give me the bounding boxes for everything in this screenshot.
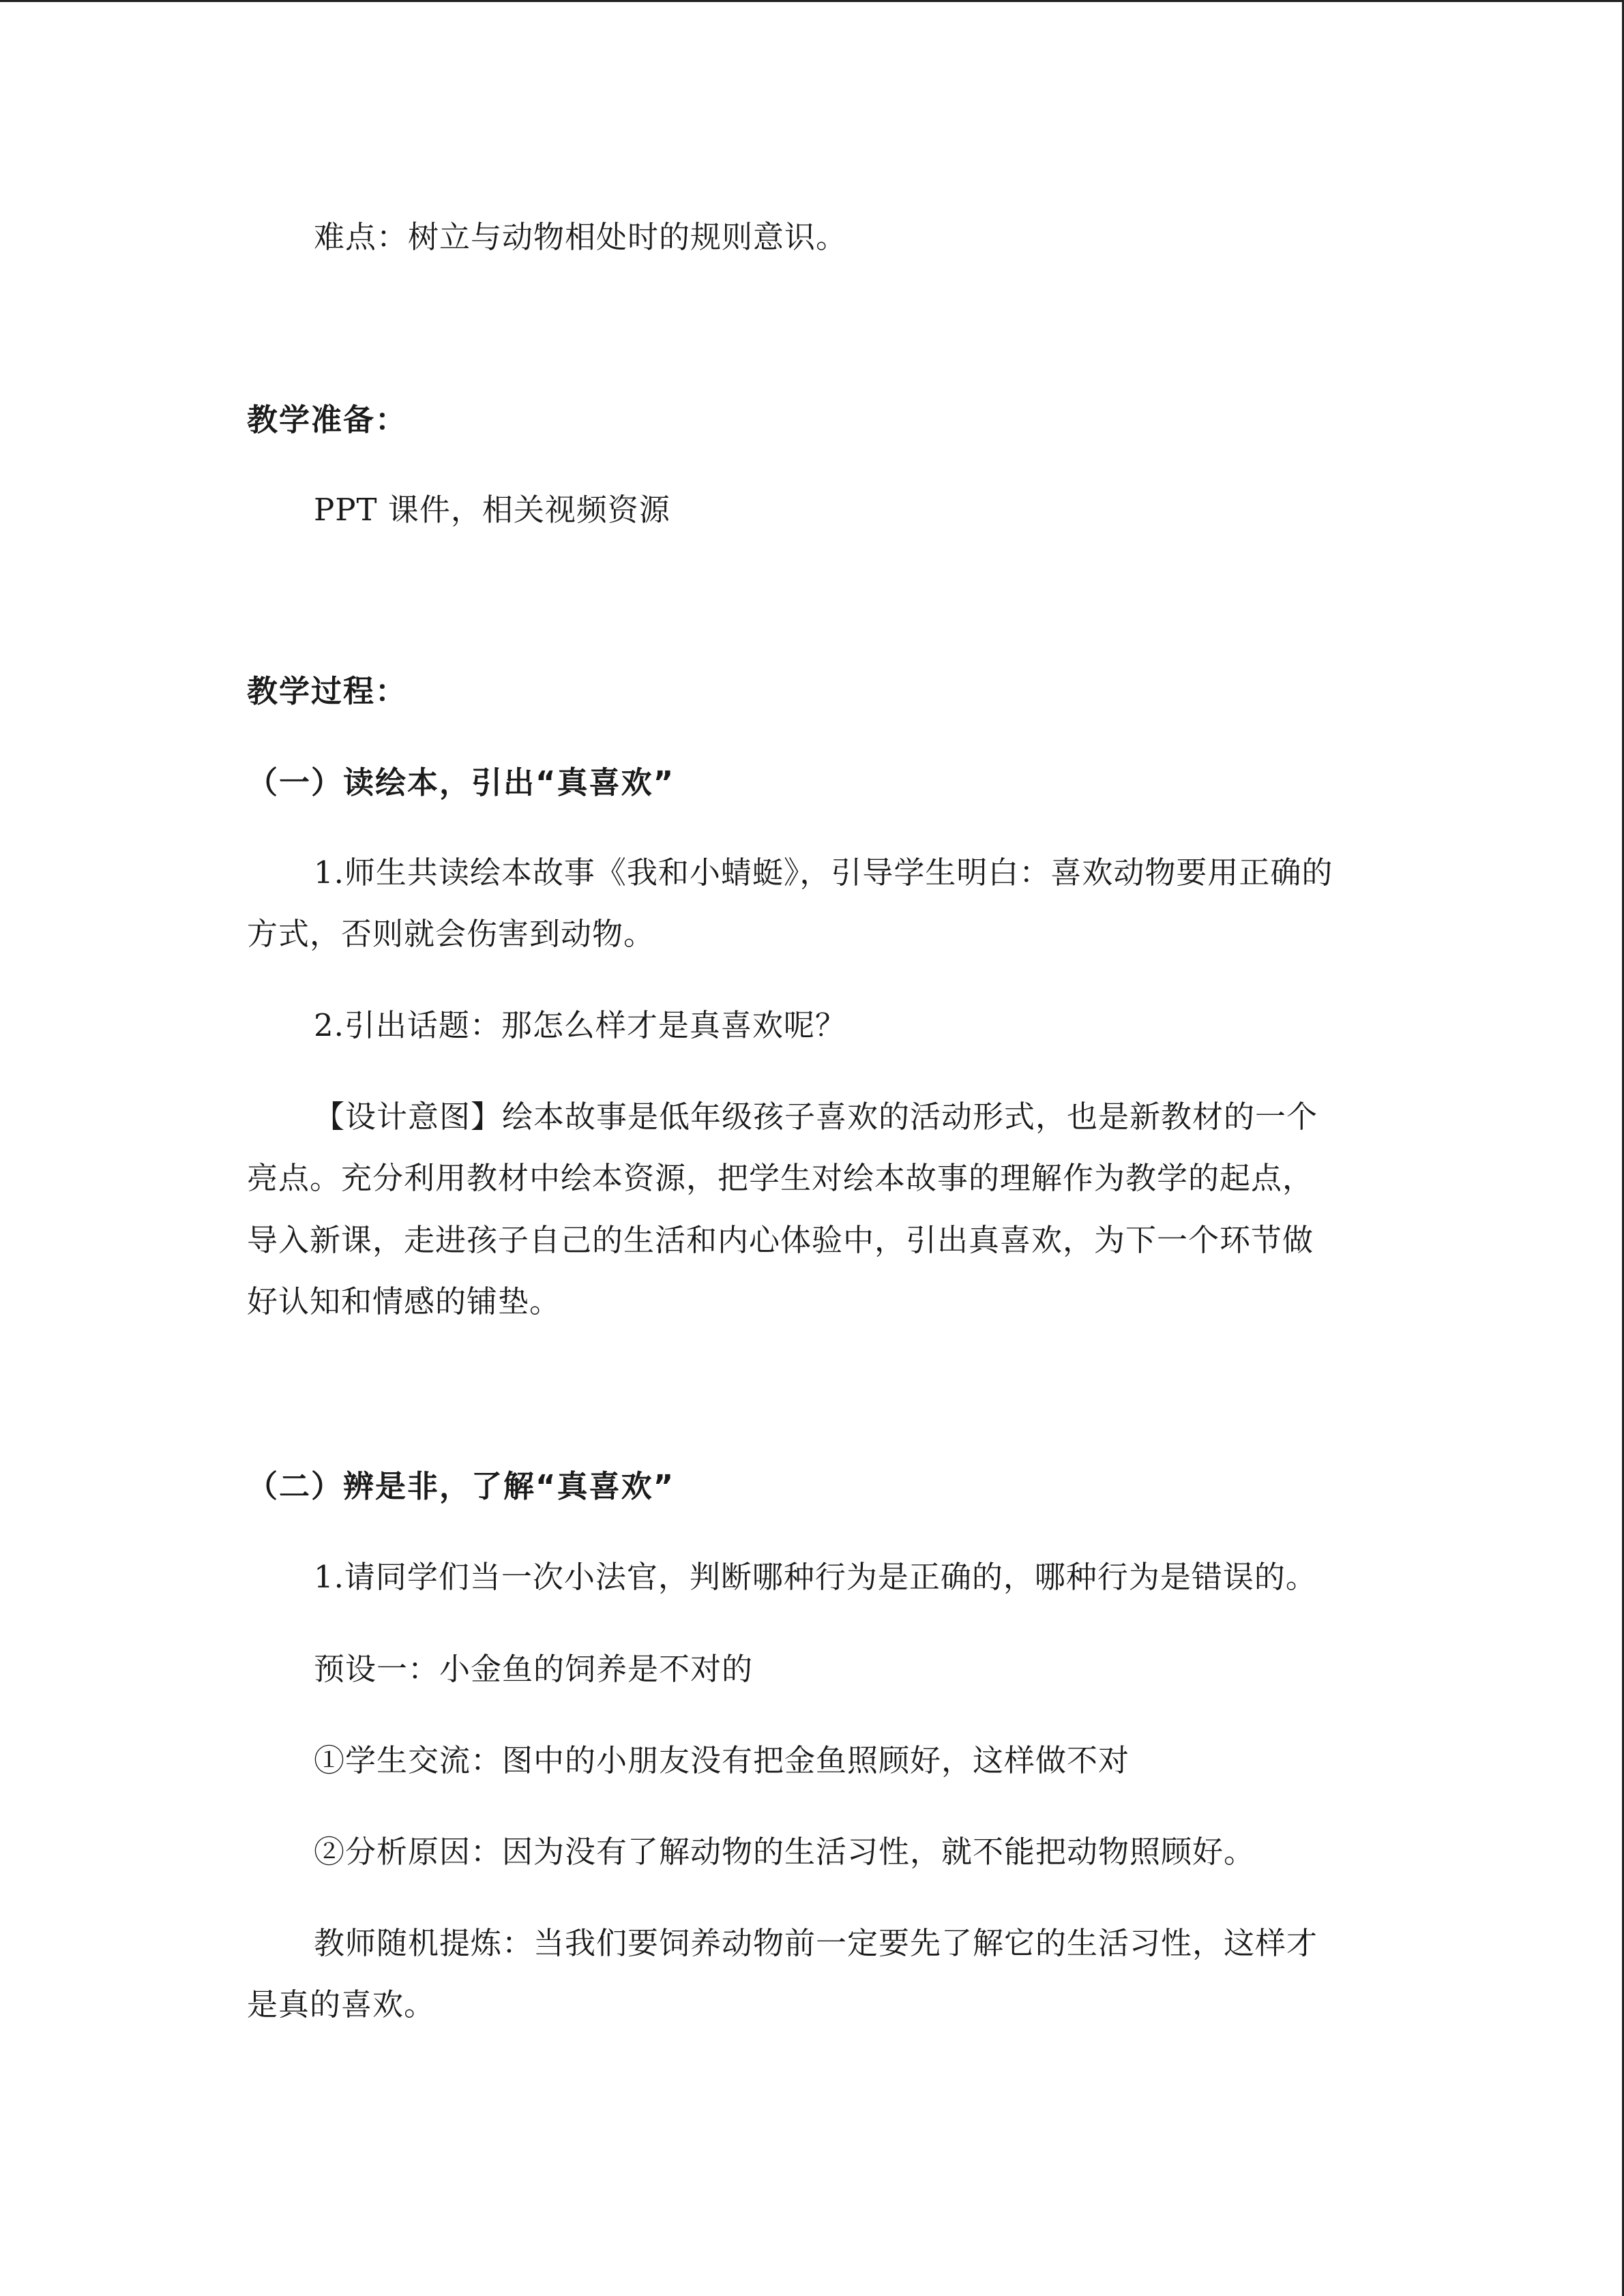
point1-text: ①学生交流：图中的小朋友没有把金鱼照顾好，这样做不对 [314,1742,1130,1778]
section1-title: （一）读绘本，引出“真喜欢” [247,764,675,801]
design-intent-line1: 【设计意图】绘本故事是低年级孩子喜欢的活动形式，也是新教材的一个 [314,1099,1318,1135]
design-intent-line3: 导入新课，走进孩子自己的生活和内心体验中，引出真喜欢，为下一个环节做 [247,1222,1314,1258]
design-intent-line4: 好认知和情感的铺垫。 [247,1283,561,1320]
section1-item1-line1: 1.师生共读绘本故事《我和小蜻蜓》，引导学生明白：喜欢动物要用正确的 [314,854,1333,891]
point2-text: ②分析原因：因为没有了解动物的生活习性，就不能把动物照顾好。 [314,1834,1256,1870]
design-intent-line2: 亮点。充分利用教材中绘本资源，把学生对绘本故事的理解作为教学的起点， [247,1160,1314,1196]
prep-heading: 教学准备： [247,402,408,438]
process-heading: 教学过程： [247,673,408,709]
section1-item1-line2: 方式，否则就会伤害到动物。 [247,916,655,952]
section2-item1: 1.请同学们当一次小法官，判断哪种行为是正确的，哪种行为是错误的。 [314,1559,1317,1595]
teacher-summary-line1: 教师随机提炼：当我们要饲养动物前一定要先了解它的生活习性，这样才 [314,1925,1318,1961]
section2-title: （二）辨是非，了解“真喜欢” [247,1468,675,1504]
preset1-text: 预设一：小金鱼的饲养是不对的 [314,1651,754,1687]
difficulty-text: 难点：树立与动物相处时的规则意识。 [314,219,848,255]
prep-content: PPT 课件，相关视频资源 [314,492,670,528]
section1-item2: 2.引出话题：那怎么样才是真喜欢呢？ [314,1007,846,1043]
teacher-summary-line2: 是真的喜欢。 [247,1986,436,2023]
